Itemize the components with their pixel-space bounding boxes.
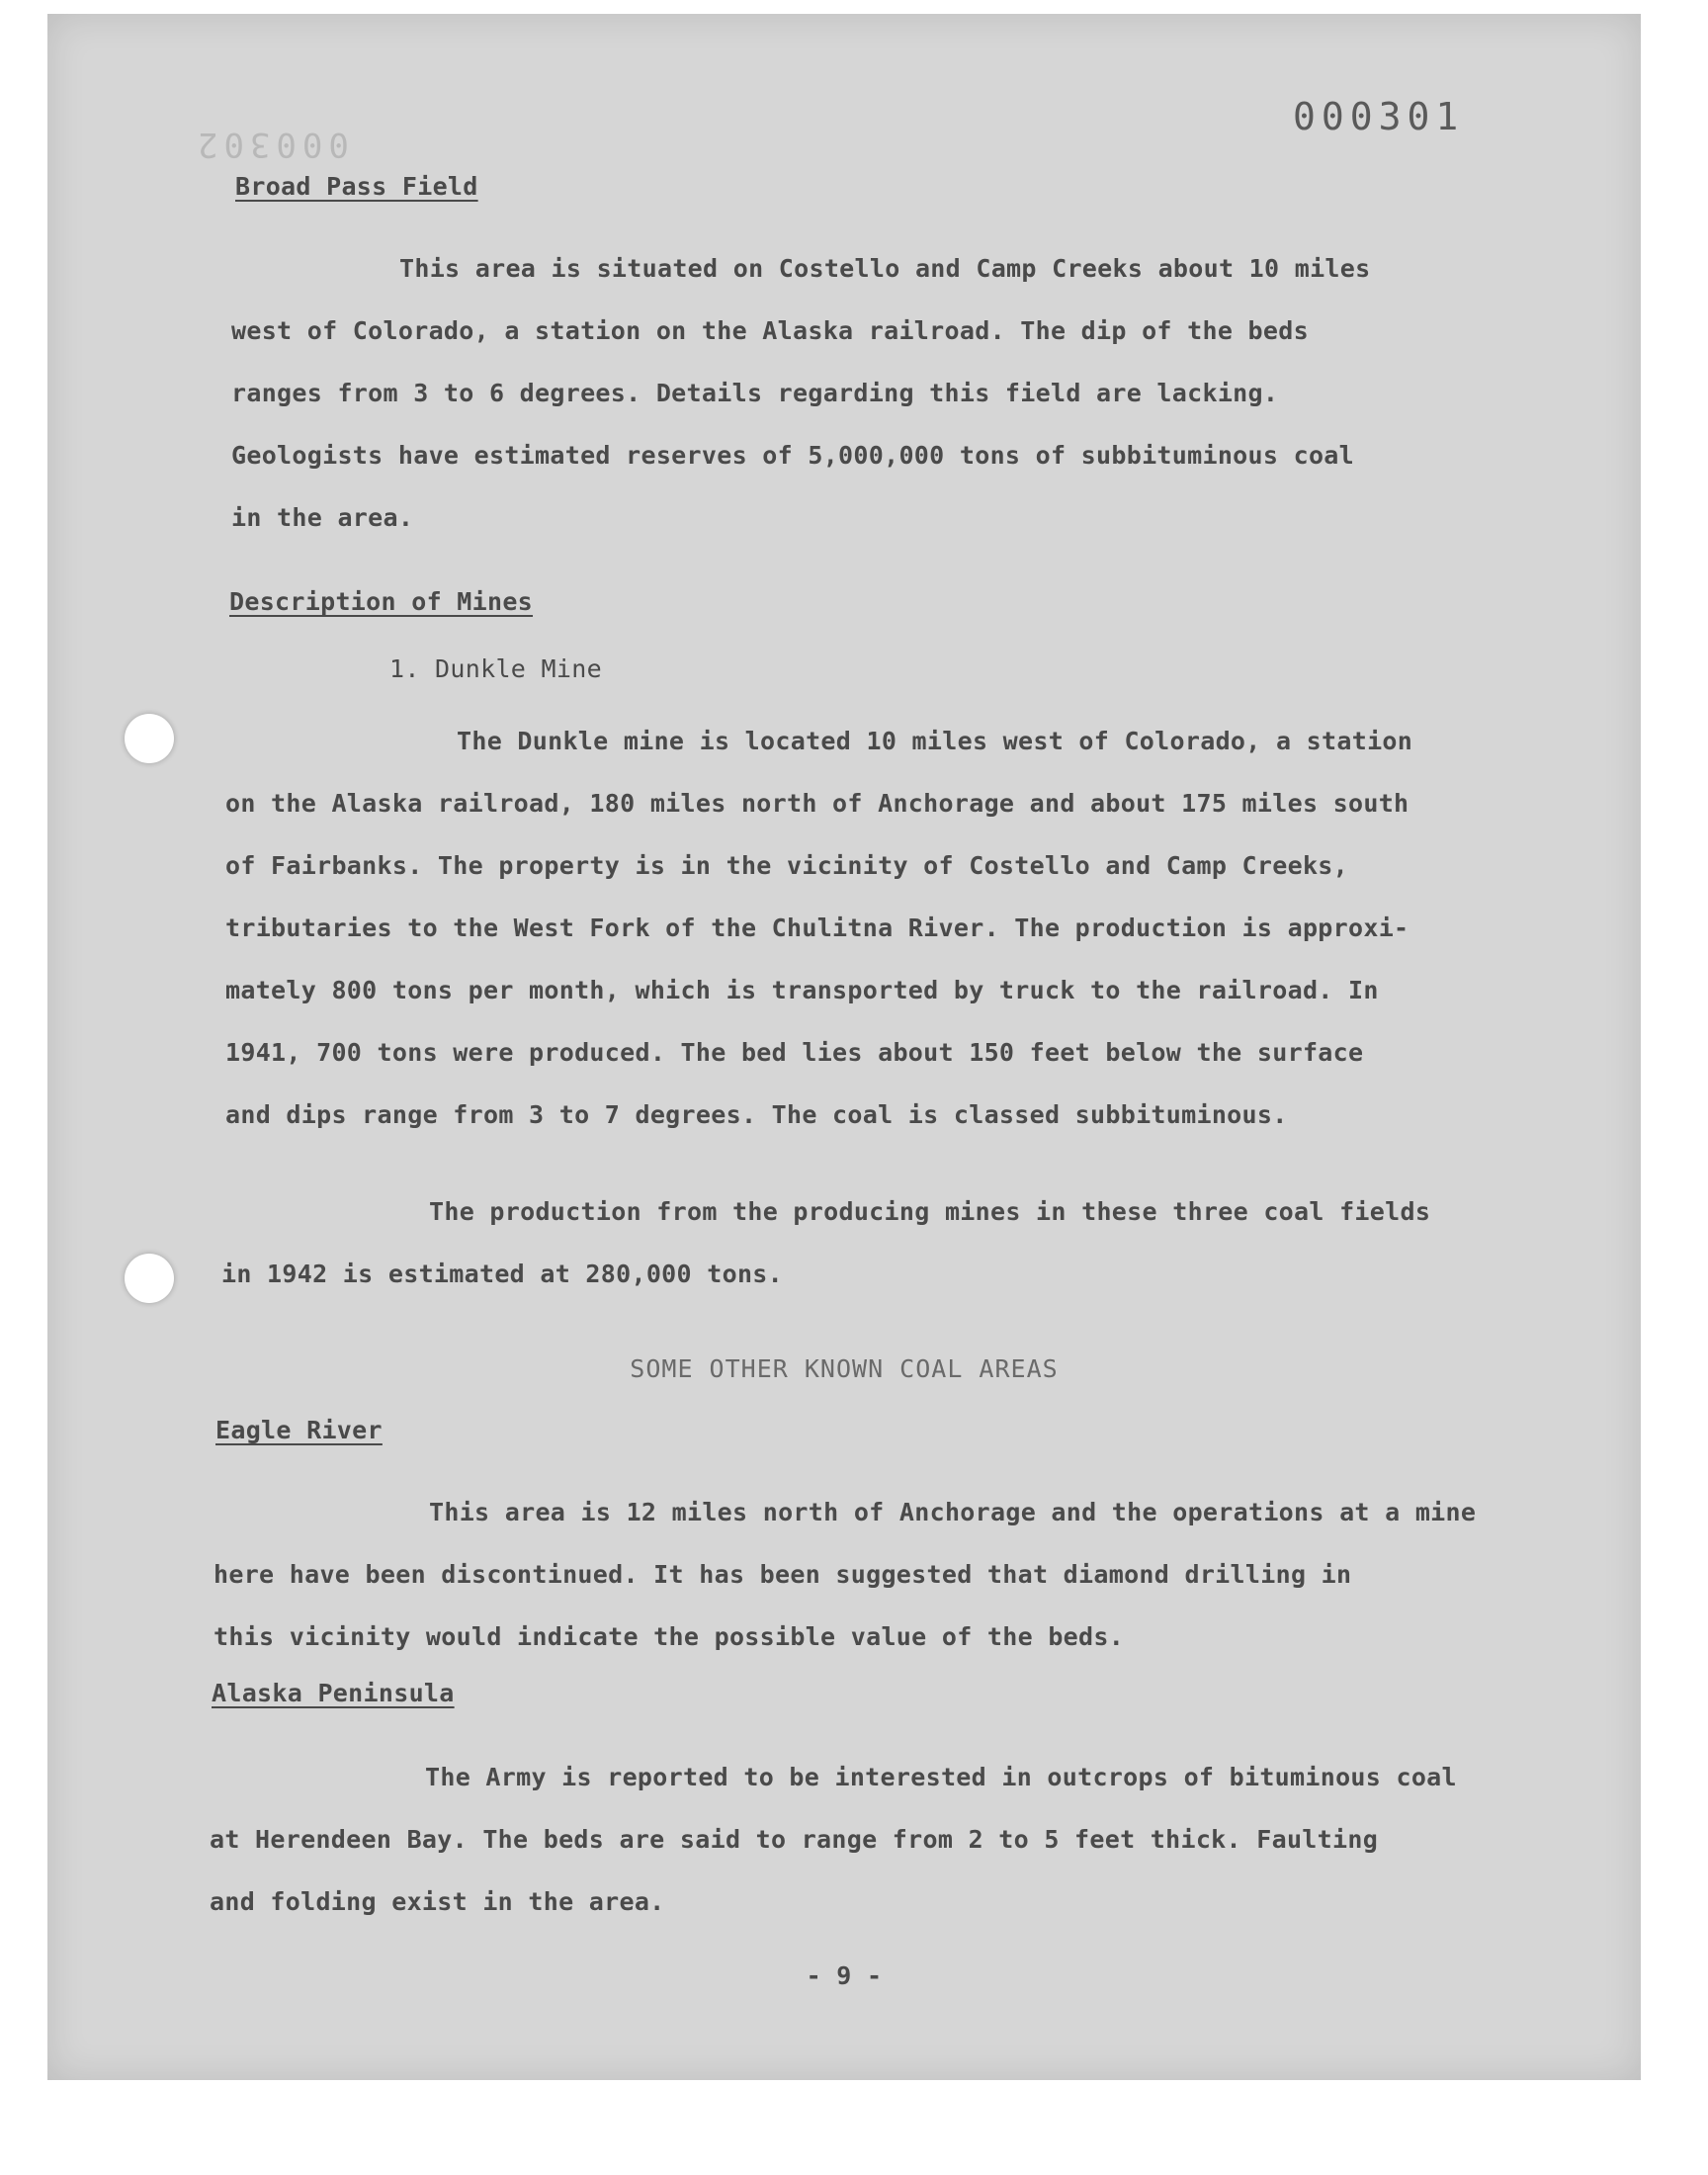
text-line: This area is 12 miles north of Anchorage and the operations at a mine [429, 1498, 1477, 1526]
text-line: The production from the producing mines in these three coal fields [429, 1197, 1431, 1226]
text-line: here have been discontinued. It has been suggested that diamond drilling in [214, 1560, 1352, 1589]
text-line: mately 800 tons per month, which is transported by truck to the railroad. In [225, 976, 1379, 1004]
paragraph-broad-pass [231, 237, 1370, 549]
paragraph-alaska-peninsula [210, 1746, 1457, 1933]
text-line: tributaries to the West Fork of the Chulitna River. The production is approxi- [225, 914, 1409, 942]
paragraph-dunkle-mine [225, 710, 1412, 1146]
text-line: and folding exist in the area. [210, 1887, 665, 1916]
text-line: in the area. [231, 503, 414, 532]
heading-description-of-mines: Description of Mines [229, 587, 534, 616]
text-line: Geologists have estimated reserves of 5,000,000 tons of subbituminous coal [231, 441, 1354, 470]
text-line: west of Colorado, a station on the Alaska railroad. The dip of the beds [231, 316, 1309, 345]
faint-bleed-through-stamp: 000302 [192, 125, 349, 164]
heading-alaska-peninsula: Alaska Peninsula [212, 1679, 455, 1707]
paragraph-production [221, 1180, 1430, 1305]
text-line: This area is situated on Costello and Camp Creeks about 10 miles [399, 254, 1371, 283]
text-line: The Dunkle mine is located 10 miles west of Colorado, a station [457, 727, 1413, 755]
document-stamp-number: 000301 [1293, 95, 1465, 138]
text-line: this vicinity would indicate the possible value of the beds. [214, 1622, 1125, 1651]
document-page [47, 14, 1641, 2080]
text-line: and dips range from 3 to 7 degrees. The coal is classed subbituminous. [225, 1100, 1288, 1129]
text-line: of Fairbanks. The property is in the vicinity of Costello and Camp Creeks, [225, 851, 1348, 880]
text-line: 1941, 700 tons were produced. The bed lies about 150 feet below the surface [225, 1038, 1364, 1067]
page-number: - 9 - [806, 1961, 883, 1990]
heading-broad-pass-field: Broad Pass Field [235, 172, 478, 201]
heading-other-known-coal-areas: SOME OTHER KNOWN COAL AREAS [630, 1354, 1059, 1383]
text-line: at Herendeen Bay. The beds are said to range from 2 to 5 feet thick. Faulting [210, 1825, 1379, 1854]
heading-eagle-river: Eagle River [215, 1416, 383, 1444]
text-line: on the Alaska railroad, 180 miles north of Anchorage and about 175 miles south [225, 789, 1409, 818]
text-line: in 1942 is estimated at 280,000 tons. [221, 1260, 783, 1288]
paragraph-eagle-river [214, 1481, 1476, 1668]
list-item-dunkle-mine: 1. Dunkle Mine [389, 654, 602, 683]
text-line: The Army is reported to be interested in outcrops of bituminous coal [425, 1763, 1457, 1791]
text-line: ranges from 3 to 6 degrees. Details regarding this field are lacking. [231, 379, 1279, 407]
